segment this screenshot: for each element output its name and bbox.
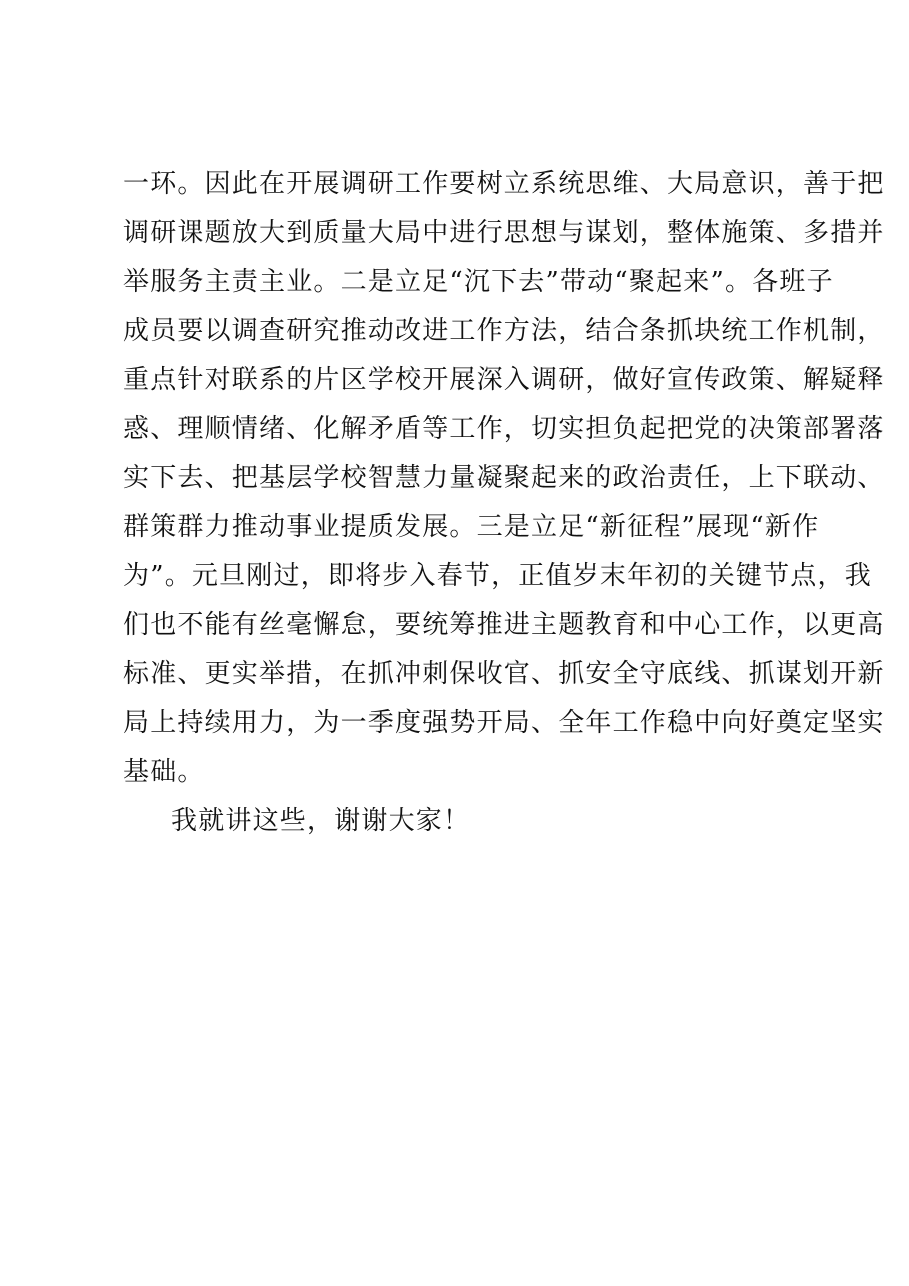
text-line: 局上持续用力，为一季度强势开局、全年工作稳中向好奠定坚实: [123, 708, 885, 738]
text-line: 举服务主责主业。二是立足“沉下去”带动“聚起来”。各班子: [123, 267, 834, 297]
text-line: 标准、更实举措，在抓冲刺保收官、抓安全守底线、抓谋划开新: [123, 659, 885, 689]
text-line: 实下去、把基层学校智慧力量凝聚起来的政治责任，上下联动、: [123, 463, 885, 493]
text-line: 一环。因此在开展调研工作要树立系统思维、大局意识，善于把: [123, 169, 885, 199]
text-line: 们也不能有丝毫懈怠，要统筹推进主题教育和中心工作，以更高: [123, 610, 885, 640]
text-line: 成员要以调查研究推动改进工作方法，结合条抓块统工作机制，: [123, 316, 885, 346]
closing-remark: 我就讲这些，谢谢大家！: [171, 806, 471, 836]
text-line: 重点针对联系的片区学校开展深入调研，做好宣传政策、解疑释: [123, 365, 885, 395]
text-line: 为”。元旦刚过，即将步入春节，正值岁末年初的关键节点，我: [123, 561, 872, 591]
body-text: [123, 160, 885, 846]
text-line: 群策群力推动事业提质发展。三是立足“新征程”展现“新作: [123, 512, 820, 542]
text-line: 调研课题放大到质量大局中进行思想与谋划，整体施策、多措并: [123, 218, 885, 248]
text-line: 惑、理顺情绪、化解矛盾等工作，切实担负起把党的决策部署落: [123, 414, 885, 444]
text-line: 基础。: [123, 757, 205, 787]
